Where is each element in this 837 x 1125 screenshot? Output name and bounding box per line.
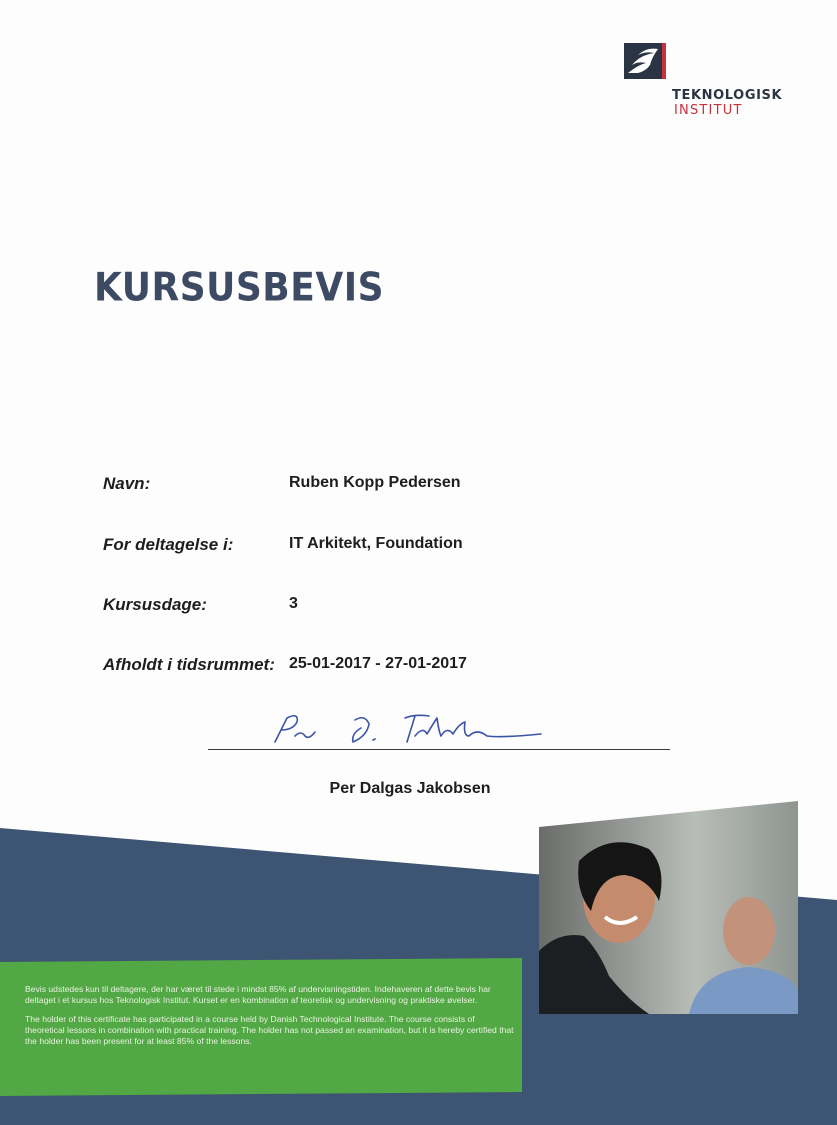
fine-print-english: The holder of this certificate has participated in a course held by Danish Technological Institute. The course consists of theoretical lessons in combination with practical training. The holder has not passed an examination, but it is hereby certified that the holder has been present for at least 85% of the lessons. [25, 1014, 514, 1046]
logo-text-teknologisk: TEKNOLOGISK [672, 88, 783, 103]
days-label: Kursusdage: [103, 595, 207, 614]
period-value: 25-01-2017 - 27-01-2017 [289, 655, 467, 672]
name-label: Navn: [103, 474, 151, 493]
signature-line [208, 749, 670, 750]
signer-name: Per Dalgas Jakobsen [329, 780, 491, 797]
course-label: For deltagelse i: [103, 535, 234, 554]
days-value: 3 [289, 595, 298, 612]
fine-print-danish: Bevis udstedes kun til deltagere, der har været til stede i mindst 85% af undervisningstiden. Indehaveren af dette bevis har deltaget i et kursus hos Teknologisk Institut. Kurset er en kombination af teoretisk og undervisning og praktiske øvelser. [25, 984, 491, 1005]
bird-logo-icon [624, 43, 666, 79]
course-value: IT Arkitekt, Foundation [289, 535, 463, 552]
logo-text-institut: INSTITUT [674, 103, 743, 118]
period-label: Afholdt i tidsrummet: [103, 655, 275, 674]
fine-print [25, 984, 515, 1047]
photo-two-people [539, 801, 798, 1014]
page-title: KURSUSBEVIS [94, 266, 385, 311]
name-value: Ruben Kopp Pedersen [289, 474, 461, 491]
